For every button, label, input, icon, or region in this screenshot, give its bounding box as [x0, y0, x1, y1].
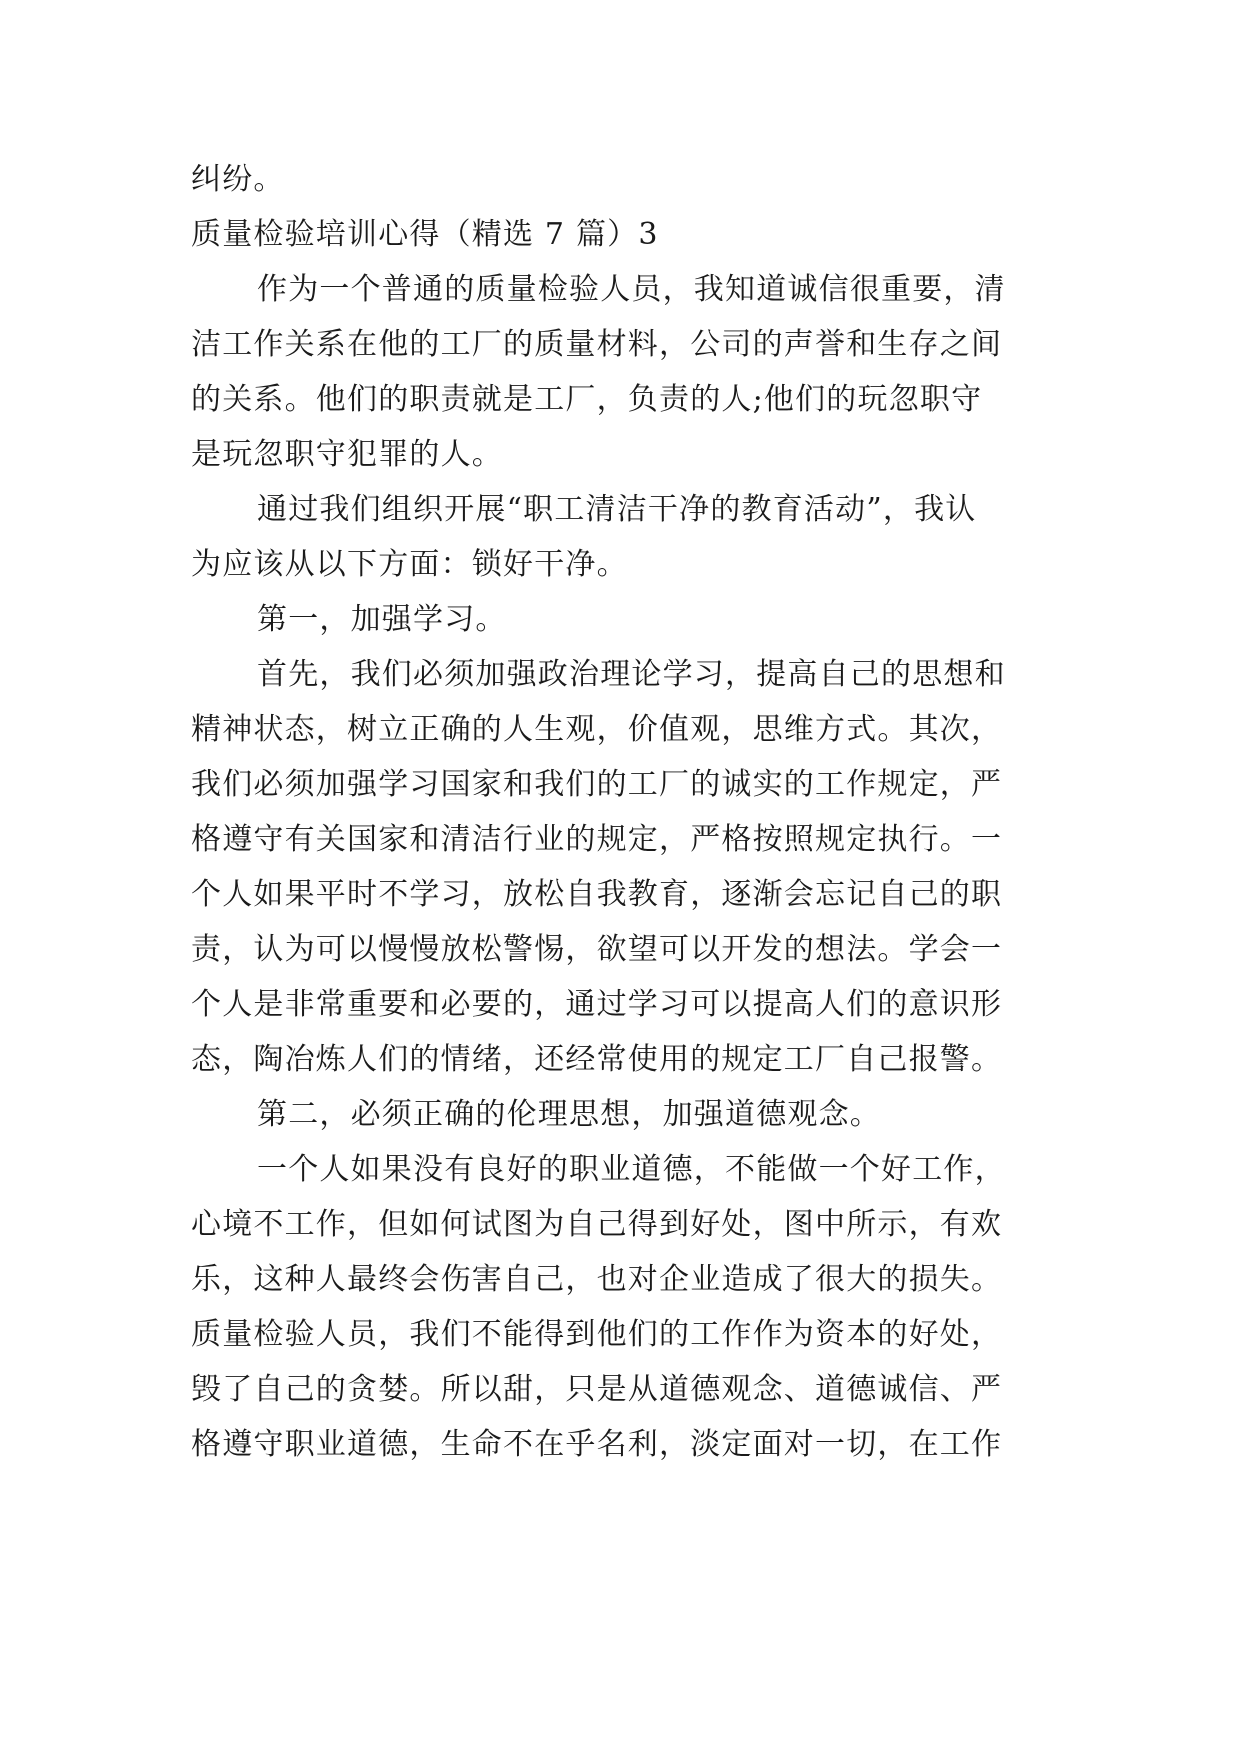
text-line-16: 个人是非常重要和必要的，通过学习可以提高人们的意识形 — [191, 987, 1003, 1022]
text-line-14: 个人如果平时不学习，放松自我教育，逐渐会忘记自己的职 — [191, 877, 1003, 912]
text-line-15: 责，认为可以慢慢放松警惕，欲望可以开发的想法。学会一 — [191, 932, 1003, 967]
text-line-18: 第二，必须正确的伦理思想，加强道德观念。 — [257, 1097, 881, 1132]
text-line-8: 为应该从以下方面：锁好干净。 — [191, 547, 628, 582]
text-line-10: 首先，我们必须加强政治理论学习，提高自己的思想和 — [257, 657, 1006, 692]
text-line-23: 毁了自己的贪婪。所以甜，只是从道德观念、道德诚信、严 — [191, 1372, 1003, 1407]
section-title: 质量检验培训心得（精选 7 篇）3 — [191, 217, 659, 252]
text-line-11: 精神状态，树立正确的人生观，价值观，思维方式。其次， — [191, 712, 1003, 747]
text-line-1: 纠纷。 — [191, 162, 285, 197]
text-line-21: 乐，这种人最终会伤害自己，也对企业造成了很大的损失。 — [191, 1262, 1003, 1297]
text-line-5: 的关系。他们的职责就是工厂，负责的人;他们的玩忽职守 — [191, 382, 983, 417]
text-line-22: 质量检验人员，我们不能得到他们的工作作为资本的好处， — [191, 1317, 1003, 1352]
text-line-9: 第一，加强学习。 — [257, 602, 507, 637]
document-body — [191, 152, 1049, 1472]
text-line-20: 心境不工作，但如何试图为自己得到好处，图中所示，有欢 — [191, 1207, 1003, 1242]
text-line-6: 是玩忽职守犯罪的人。 — [191, 437, 503, 472]
text-line-7: 通过我们组织开展“职工清洁干净的教育活动”，我认 — [257, 492, 977, 527]
text-line-17: 态，陶冶炼人们的情绪，还经常使用的规定工厂自己报警。 — [191, 1042, 1003, 1077]
text-line-13: 格遵守有关国家和清洁行业的规定，严格按照规定执行。一 — [191, 822, 1003, 857]
text-line-4: 洁工作关系在他的工厂的质量材料，公司的声誉和生存之间 — [191, 327, 1003, 362]
text-line-12: 我们必须加强学习国家和我们的工厂的诚实的工作规定，严 — [191, 767, 1003, 802]
text-line-24: 格遵守职业道德，生命不在乎名利，淡定面对一切，在工作 — [191, 1427, 1003, 1462]
text-line-19: 一个人如果没有良好的职业道德，不能做一个好工作， — [257, 1152, 1006, 1187]
text-line-3: 作为一个普通的质量检验人员，我知道诚信很重要，清 — [257, 272, 1006, 307]
